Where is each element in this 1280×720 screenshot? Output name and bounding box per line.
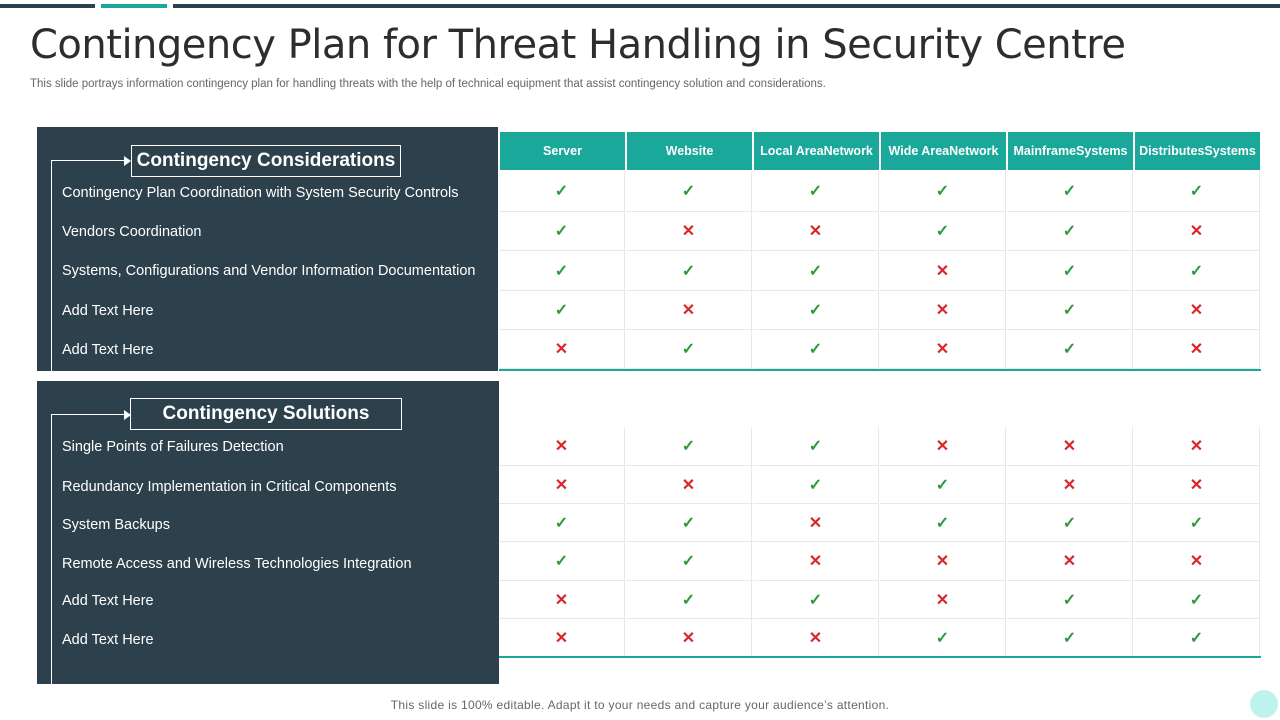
top-bar-segment: [0, 4, 95, 8]
cross-icon: ✕: [626, 291, 752, 330]
column-header: [1135, 132, 1260, 170]
solutions-row-label: Add Text Here: [62, 632, 154, 648]
solutions-heading: Contingency Solutions: [130, 398, 402, 430]
check-icon: ✓: [1007, 171, 1133, 212]
cross-icon: ✕: [626, 619, 752, 658]
cross-icon: ✕: [499, 427, 625, 466]
cross-icon: ✕: [1134, 291, 1260, 330]
check-icon: ✓: [1007, 330, 1133, 369]
column-header: [1008, 132, 1133, 170]
solutions-row-label: Single Points of Failures Detection: [62, 439, 284, 455]
check-icon: ✓: [880, 171, 1006, 212]
column-header-label: Wide Area: [888, 144, 950, 158]
cross-icon: ✕: [1007, 542, 1133, 581]
considerations-row-label: Vendors Coordination: [62, 224, 202, 240]
check-icon: ✓: [753, 291, 879, 330]
check-icon: ✓: [1007, 619, 1133, 658]
cross-icon: ✕: [880, 330, 1006, 369]
check-icon: ✓: [1007, 291, 1133, 330]
table-divider: [499, 656, 1261, 658]
cross-icon: ✕: [499, 581, 625, 619]
check-icon: ✓: [499, 251, 625, 291]
column-header-label: Network: [949, 144, 999, 158]
check-icon: ✓: [626, 330, 752, 369]
column-header-label: Network: [823, 144, 873, 158]
connector-line: [51, 414, 127, 415]
check-icon: ✓: [626, 427, 752, 466]
check-icon: ✓: [499, 171, 625, 212]
column-header-label: Mainframe: [1013, 144, 1077, 158]
cross-icon: ✕: [1134, 427, 1260, 466]
check-icon: ✓: [1007, 581, 1133, 619]
column-header: [627, 132, 752, 170]
considerations-row-label: Add Text Here: [62, 342, 154, 358]
cross-icon: ✕: [1134, 212, 1260, 251]
considerations-panel: [37, 127, 498, 371]
check-icon: ✓: [1134, 619, 1260, 658]
check-icon: ✓: [880, 212, 1006, 251]
check-icon: ✓: [753, 251, 879, 291]
check-icon: ✓: [499, 212, 625, 251]
column-header-label: Distributes: [1139, 144, 1205, 158]
cross-icon: ✕: [880, 581, 1006, 619]
check-icon: ✓: [1134, 251, 1260, 291]
connector-line: [51, 160, 127, 161]
connector-line: [51, 160, 52, 371]
cross-icon: ✕: [753, 504, 879, 542]
check-icon: ✓: [1134, 171, 1260, 212]
check-icon: ✓: [880, 466, 1006, 504]
check-icon: ✓: [626, 581, 752, 619]
check-icon: ✓: [626, 251, 752, 291]
considerations-row-label: Add Text Here: [62, 303, 154, 319]
cross-icon: ✕: [880, 291, 1006, 330]
column-header: [881, 132, 1006, 170]
considerations-heading: Contingency Considerations: [131, 145, 401, 177]
cross-icon: ✕: [880, 427, 1006, 466]
solutions-row-label: Redundancy Implementation in Critical Components: [62, 479, 397, 495]
page-title: Contingency Plan for Threat Handling in Security Centre: [30, 22, 1126, 68]
table-divider: [499, 369, 1261, 371]
check-icon: ✓: [499, 291, 625, 330]
check-icon: ✓: [499, 504, 625, 542]
page-subtitle: This slide portrays information contingency plan for handling threats with the help of technical equipment that assist contingency solution and considerations.: [30, 78, 826, 90]
cross-icon: ✕: [1134, 466, 1260, 504]
cross-icon: ✕: [499, 619, 625, 658]
column-header-label: Website: [665, 144, 714, 158]
column-header: [754, 132, 879, 170]
check-icon: ✓: [499, 542, 625, 581]
check-icon: ✓: [626, 542, 752, 581]
column-header-label: Systems: [1076, 144, 1128, 158]
corner-decoration: [1250, 690, 1278, 718]
cross-icon: ✕: [880, 542, 1006, 581]
check-icon: ✓: [1007, 504, 1133, 542]
check-icon: ✓: [626, 171, 752, 212]
solutions-row-label: System Backups: [62, 517, 170, 533]
solutions-row-label: Add Text Here: [62, 593, 154, 609]
cross-icon: ✕: [1007, 466, 1133, 504]
cross-icon: ✕: [499, 330, 625, 369]
check-icon: ✓: [626, 504, 752, 542]
arrow-right-icon: [124, 156, 131, 166]
connector-line: [51, 414, 52, 684]
footer-note: This slide is 100% editable. Adapt it to your needs and capture your audience’s attention.: [390, 698, 890, 712]
check-icon: ✓: [753, 330, 879, 369]
solutions-row-label: Remote Access and Wireless Technologies Integration: [62, 556, 412, 572]
cross-icon: ✕: [626, 212, 752, 251]
cross-icon: ✕: [1007, 427, 1133, 466]
cross-icon: ✕: [499, 466, 625, 504]
check-icon: ✓: [1007, 251, 1133, 291]
check-icon: ✓: [880, 619, 1006, 658]
check-icon: ✓: [1007, 212, 1133, 251]
cross-icon: ✕: [880, 251, 1006, 291]
column-header-label: Systems: [1204, 144, 1256, 158]
column-header-label: Server: [543, 144, 582, 158]
top-bar-segment: [173, 4, 1280, 8]
top-bar-accent: [101, 4, 167, 8]
check-icon: ✓: [753, 171, 879, 212]
cross-icon: ✕: [753, 619, 879, 658]
check-icon: ✓: [1134, 504, 1260, 542]
cross-icon: ✕: [626, 466, 752, 504]
check-icon: ✓: [880, 504, 1006, 542]
column-header-label: Local Area: [760, 144, 824, 158]
cross-icon: ✕: [753, 212, 879, 251]
cross-icon: ✕: [1134, 542, 1260, 581]
column-header: [500, 132, 625, 170]
check-icon: ✓: [753, 427, 879, 466]
check-icon: ✓: [753, 581, 879, 619]
check-icon: ✓: [753, 466, 879, 504]
cross-icon: ✕: [1134, 330, 1260, 369]
cross-icon: ✕: [753, 542, 879, 581]
check-icon: ✓: [1134, 581, 1260, 619]
considerations-row-label: Contingency Plan Coordination with System Security Controls: [62, 185, 459, 201]
considerations-row-label: Systems, Configurations and Vendor Information Documentation: [62, 263, 476, 279]
